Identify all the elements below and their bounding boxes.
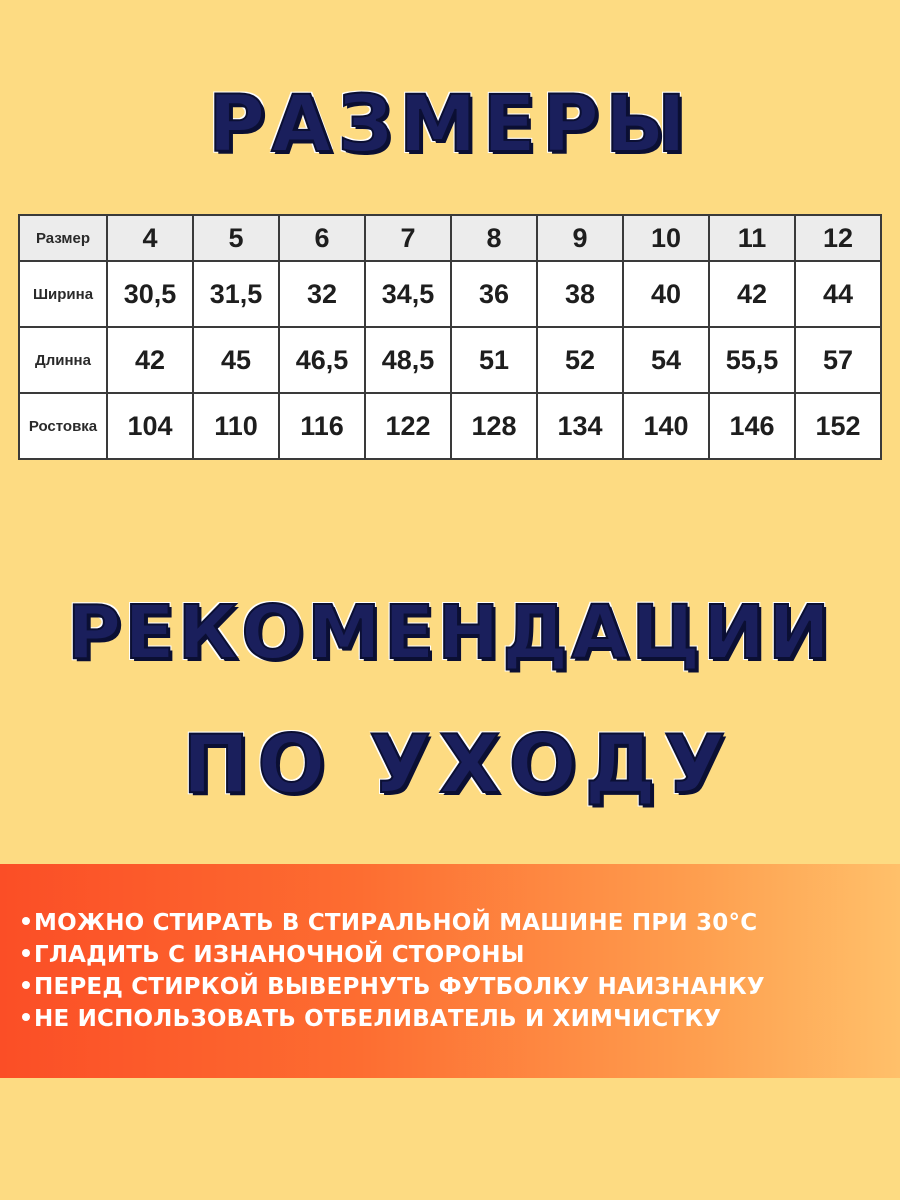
table-cell: 54 (623, 327, 709, 393)
sizes-title: РАЗМЕРЫ (208, 80, 692, 170)
table-cell: 32 (279, 261, 365, 327)
row-label: Длинна (19, 327, 107, 393)
table-cell: 48,5 (365, 327, 451, 393)
size-header-cell: 11 (709, 215, 795, 261)
table-cell: 57 (795, 327, 881, 393)
size-header-row (19, 215, 881, 261)
table-cell: 110 (193, 393, 279, 459)
table-cell: 140 (623, 393, 709, 459)
size-header-cell: 7 (365, 215, 451, 261)
size-table (18, 214, 882, 460)
table-cell: 146 (709, 393, 795, 459)
bullet-icon (22, 981, 30, 989)
care-instruction-text: МОЖНО СТИРАТЬ В СТИРАЛЬНОЙ МАШИНЕ ПРИ 30°C (34, 910, 758, 936)
care-instruction-text: ПЕРЕД СТИРКОЙ ВЫВЕРНУТЬ ФУТБОЛКУ НАИЗНАНКУ (34, 974, 765, 1000)
size-header-cell: 10 (623, 215, 709, 261)
list-item (22, 907, 882, 939)
table-cell: 46,5 (279, 327, 365, 393)
table-cell: 38 (537, 261, 623, 327)
table-cell: 128 (451, 393, 537, 459)
size-header-cell: 4 (107, 215, 193, 261)
table-cell: 40 (623, 261, 709, 327)
table-cell: 45 (193, 327, 279, 393)
table-cell: 42 (107, 327, 193, 393)
bullet-icon (22, 1013, 30, 1021)
table-cell: 134 (537, 393, 623, 459)
size-header-cell: 12 (795, 215, 881, 261)
bullet-icon (22, 917, 30, 925)
size-header-cell: 9 (537, 215, 623, 261)
size-header-cell: 5 (193, 215, 279, 261)
table-cell: 122 (365, 393, 451, 459)
size-header-label: Размер (19, 215, 107, 261)
size-header-cell: 6 (279, 215, 365, 261)
list-item (22, 1003, 882, 1035)
table-cell: 52 (537, 327, 623, 393)
row-label: Ширина (19, 261, 107, 327)
care-instructions-list (22, 907, 882, 1035)
table-cell: 116 (279, 393, 365, 459)
length-row (19, 327, 881, 393)
table-cell: 44 (795, 261, 881, 327)
care-title-line2: ПО УХОДУ (182, 718, 734, 811)
care-instruction-text: ГЛАДИТЬ С ИЗНАНОЧНОЙ СТОРОНЫ (34, 942, 525, 968)
table-cell: 104 (107, 393, 193, 459)
table-cell: 51 (451, 327, 537, 393)
list-item (22, 939, 882, 971)
care-title-line1: РЕКОМЕНДАЦИИ (67, 590, 833, 676)
list-item (22, 971, 882, 1003)
table-cell: 34,5 (365, 261, 451, 327)
table-cell: 42 (709, 261, 795, 327)
height-row (19, 393, 881, 459)
size-header-cell: 8 (451, 215, 537, 261)
table-cell: 36 (451, 261, 537, 327)
table-cell: 30,5 (107, 261, 193, 327)
table-cell: 55,5 (709, 327, 795, 393)
table-cell: 152 (795, 393, 881, 459)
width-row (19, 261, 881, 327)
bullet-icon (22, 949, 30, 957)
table-cell: 31,5 (193, 261, 279, 327)
care-instruction-text: НЕ ИСПОЛЬЗОВАТЬ ОТБЕЛИВАТЕЛЬ И ХИМЧИСТКУ (34, 1006, 722, 1032)
row-label: Ростовка (19, 393, 107, 459)
